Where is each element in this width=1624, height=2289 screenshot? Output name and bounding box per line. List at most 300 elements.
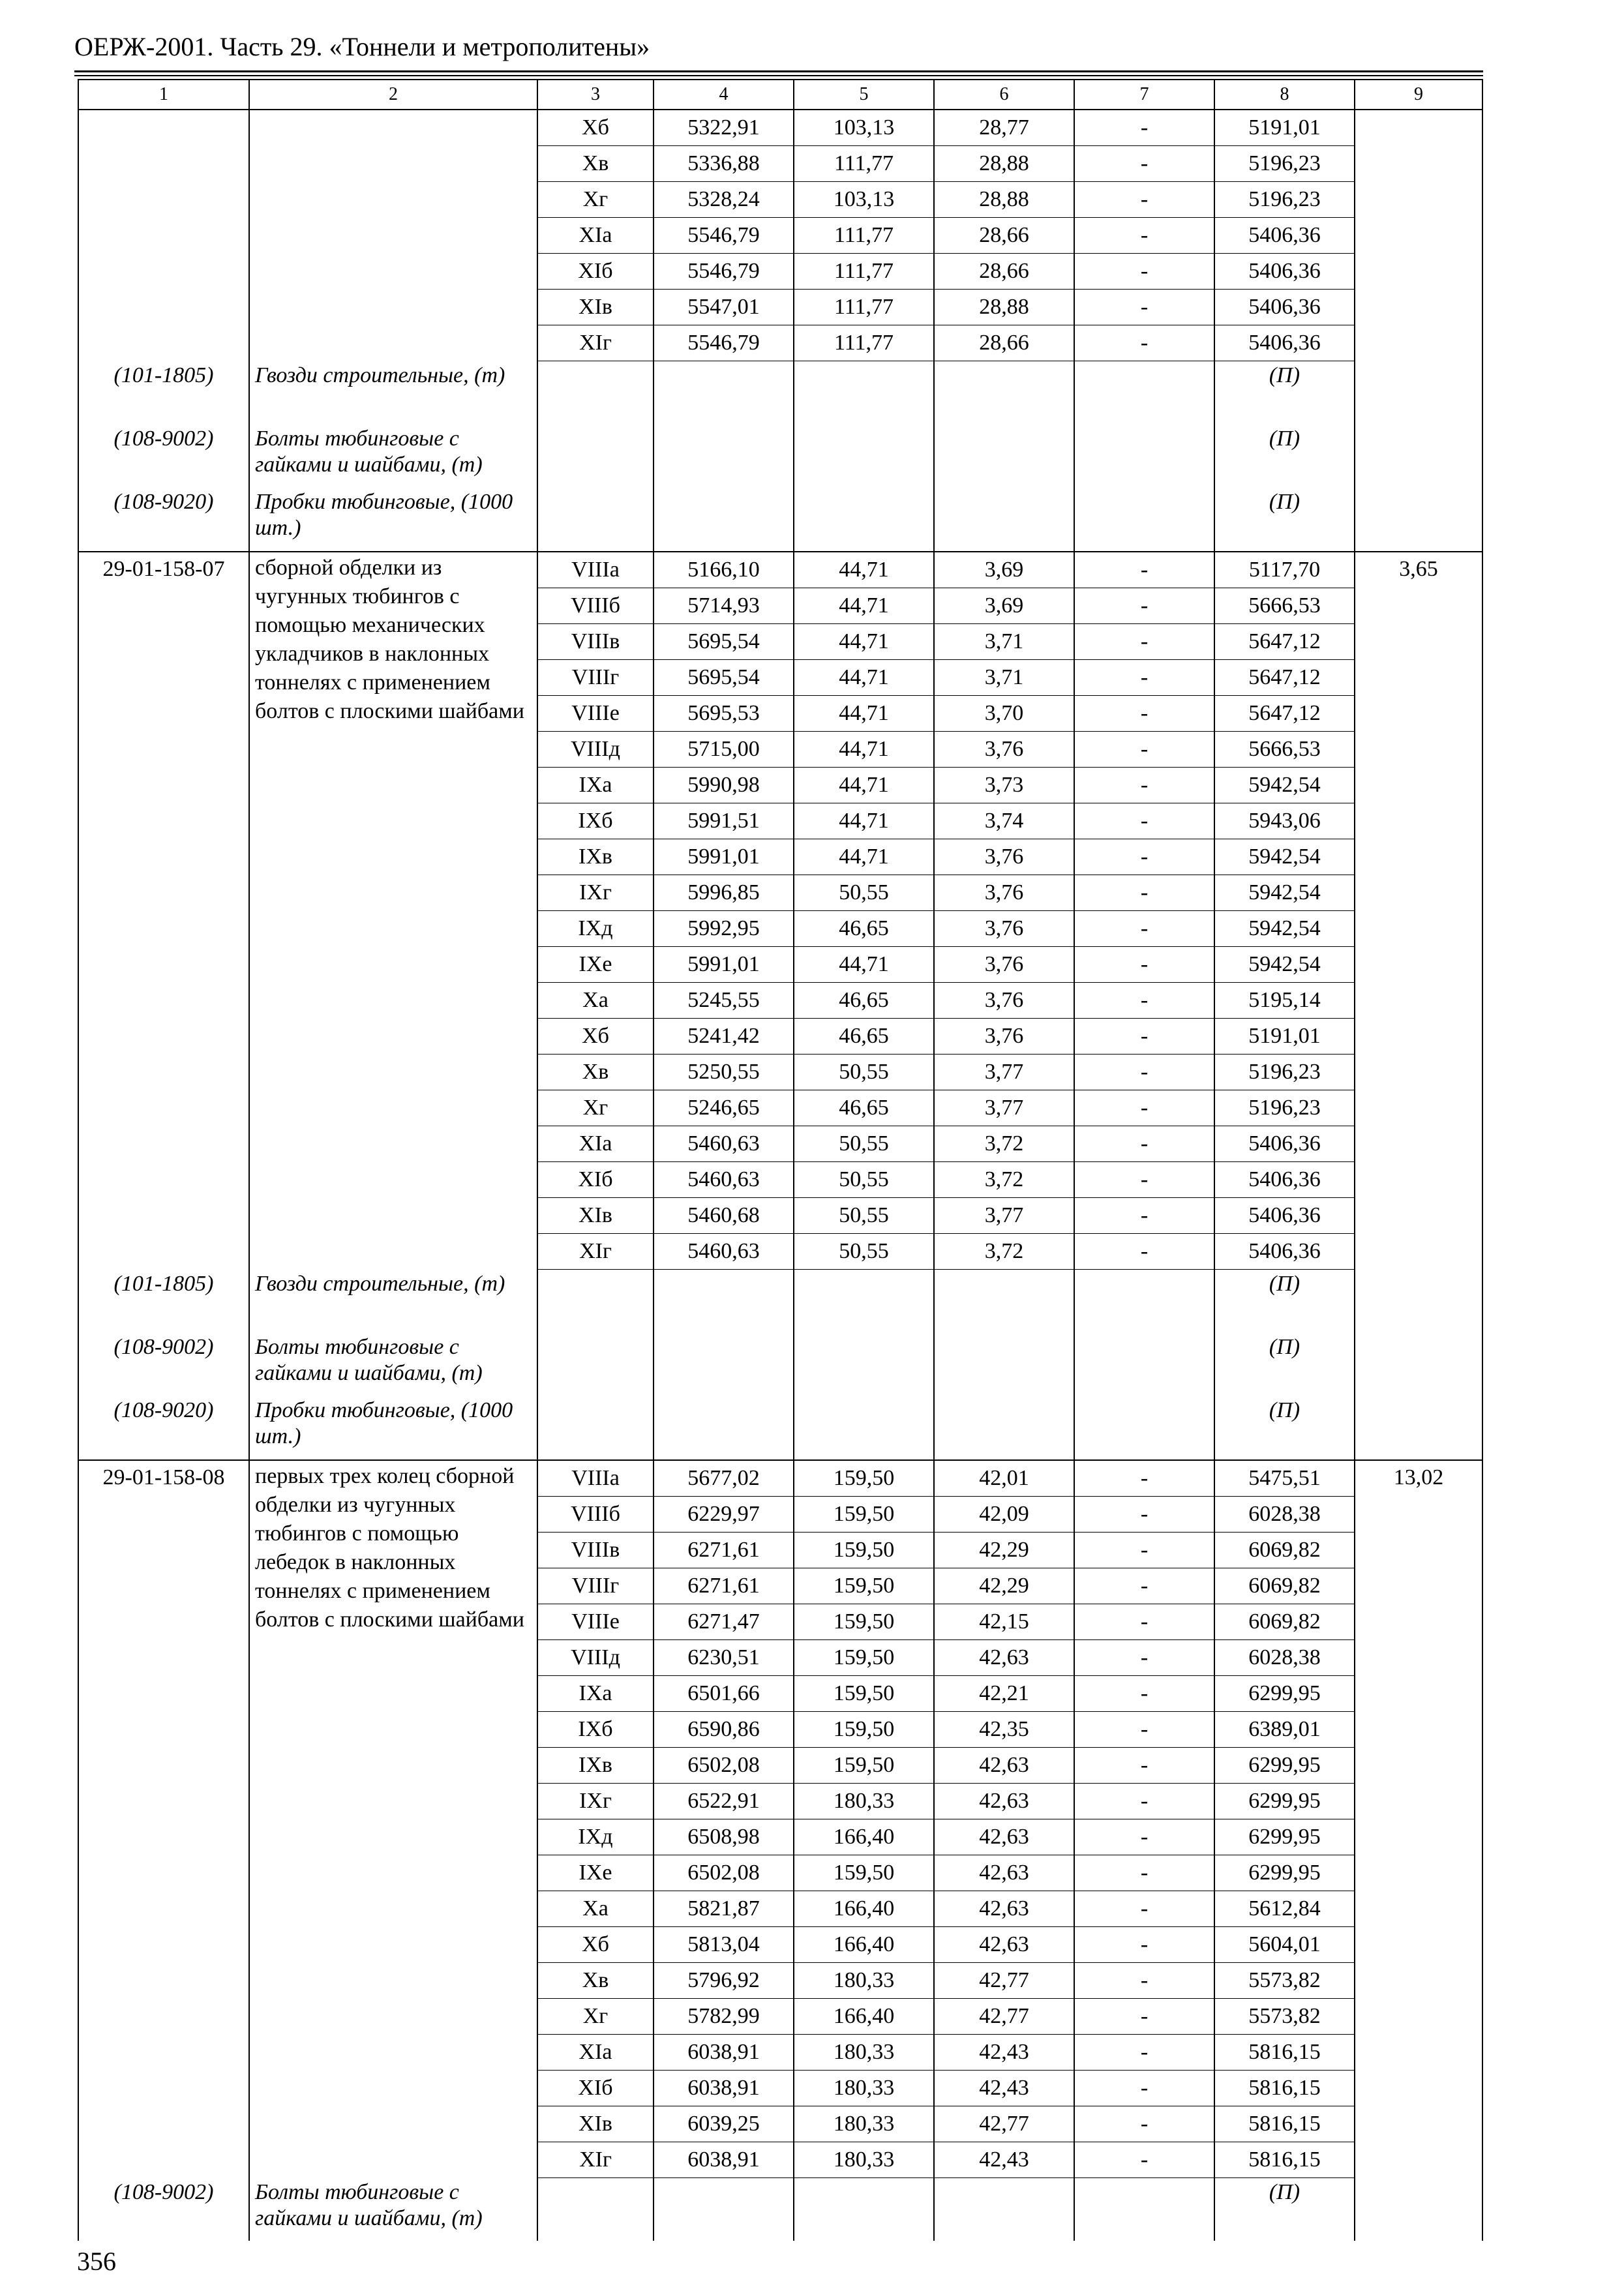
total-cost-cell: 5996,85	[654, 875, 794, 911]
zone-cell: VIIIб	[537, 1497, 654, 1533]
drivers-wages-cell: -	[1074, 911, 1214, 947]
wages-cell: 166,40	[794, 1891, 934, 1927]
zone-cell: Хг	[537, 182, 654, 218]
zone-cell: IХг	[537, 875, 654, 911]
wages-cell: 44,71	[794, 839, 934, 875]
empty-cell	[934, 1396, 1074, 1460]
zone-cell: VIIIв	[537, 1533, 654, 1568]
drivers-wages-cell: -	[1074, 1891, 1214, 1927]
zone-cell: VIIIе	[537, 696, 654, 732]
machines-cell: 42,77	[934, 1999, 1074, 2035]
empty-cell	[794, 488, 934, 552]
wages-cell: 159,50	[794, 1748, 934, 1784]
labor-cost: 3,65	[1355, 552, 1482, 1270]
drivers-wages-cell: -	[1074, 1604, 1214, 1640]
machines-cell: 3,77	[934, 1090, 1074, 1126]
zone-cell: Хб	[537, 110, 654, 146]
materials-cost-cell: 5117,70	[1214, 552, 1355, 588]
zone-cell: ХIа	[537, 218, 654, 254]
machines-cell: 3,69	[934, 588, 1074, 624]
wages-cell: 159,50	[794, 1568, 934, 1604]
machines-cell: 28,88	[934, 146, 1074, 182]
total-cost-cell: 5695,54	[654, 660, 794, 696]
wages-cell: 111,77	[794, 325, 934, 361]
wages-cell: 111,77	[794, 290, 934, 325]
wages-cell: 50,55	[794, 1198, 934, 1234]
zone-cell: IХг	[537, 1784, 654, 1819]
materials-cost-cell: 6299,95	[1214, 1855, 1355, 1891]
machines-cell: 42,77	[934, 2106, 1074, 2142]
materials-cost-cell: 5942,54	[1214, 839, 1355, 875]
material-name: Пробки тюбинговые, (1000 шт.)	[249, 1396, 537, 1460]
empty-cell	[794, 1396, 934, 1460]
drivers-wages-cell: -	[1074, 1460, 1214, 1497]
materials-cost-cell: 5406,36	[1214, 1198, 1355, 1234]
material-unit-note: (П)	[1214, 1333, 1355, 1396]
drivers-wages-cell: -	[1074, 624, 1214, 660]
total-cost-cell: 5991,51	[654, 803, 794, 839]
page-number: 356	[77, 2247, 116, 2276]
total-cost-cell: 5821,87	[654, 1891, 794, 1927]
materials-cost-cell: 5191,01	[1214, 1019, 1355, 1055]
drivers-wages-cell: -	[1074, 110, 1214, 146]
total-cost-cell: 5546,79	[654, 325, 794, 361]
drivers-wages-cell: -	[1074, 2035, 1214, 2071]
drivers-wages-cell: -	[1074, 588, 1214, 624]
empty-cell	[1355, 1333, 1482, 1396]
drivers-wages-cell: -	[1074, 254, 1214, 290]
total-cost-cell: 5695,54	[654, 624, 794, 660]
total-cost-cell: 5992,95	[654, 911, 794, 947]
zone-cell: VIIIа	[537, 1460, 654, 1497]
zone-cell: ХIг	[537, 2142, 654, 2178]
machines-cell: 3,77	[934, 1198, 1074, 1234]
total-cost-cell: 5322,91	[654, 110, 794, 146]
material-unit-note: (П)	[1214, 2178, 1355, 2241]
zone-cell: ХIв	[537, 290, 654, 325]
materials-cost-cell: 5406,36	[1214, 1162, 1355, 1198]
empty-cell	[1074, 1270, 1214, 1334]
material-row	[78, 2178, 1482, 2241]
empty-cell	[1355, 425, 1482, 488]
total-cost-cell: 5460,68	[654, 1198, 794, 1234]
empty-cell	[934, 1333, 1074, 1396]
total-cost-cell: 5991,01	[654, 947, 794, 983]
zone-cell: IХб	[537, 1712, 654, 1748]
machines-cell: 3,72	[934, 1126, 1074, 1162]
column-number: 5	[794, 80, 934, 110]
materials-cost-cell: 6028,38	[1214, 1640, 1355, 1676]
column-number: 1	[78, 80, 249, 110]
material-code: (108-9020)	[78, 1396, 249, 1460]
materials-cost-cell: 5942,54	[1214, 911, 1355, 947]
zone-cell: Ха	[537, 1891, 654, 1927]
materials-cost-cell: 5196,23	[1214, 182, 1355, 218]
zone-cell: IХв	[537, 1748, 654, 1784]
total-cost-cell: 5813,04	[654, 1927, 794, 1963]
material-code: (108-9020)	[78, 488, 249, 552]
zone-cell: ХIб	[537, 1162, 654, 1198]
total-cost-cell: 5715,00	[654, 732, 794, 768]
materials-cost-cell: 5573,82	[1214, 1999, 1355, 2035]
machines-cell: 3,73	[934, 768, 1074, 803]
material-row	[78, 488, 1482, 552]
machines-cell: 42,21	[934, 1676, 1074, 1712]
materials-cost-cell: 5647,12	[1214, 696, 1355, 732]
empty-cell	[934, 425, 1074, 488]
material-row	[78, 361, 1482, 425]
machines-cell: 3,76	[934, 839, 1074, 875]
zone-cell: VIIIд	[537, 732, 654, 768]
drivers-wages-cell: -	[1074, 660, 1214, 696]
material-name: Болты тюбинговые с гайками и шайбами, (т)	[249, 2178, 537, 2241]
drivers-wages-cell: -	[1074, 1963, 1214, 1999]
total-cost-cell: 6522,91	[654, 1784, 794, 1819]
zone-cell: IХа	[537, 768, 654, 803]
total-cost-cell: 5695,53	[654, 696, 794, 732]
empty-cell	[537, 1270, 654, 1334]
wages-cell: 44,71	[794, 588, 934, 624]
drivers-wages-cell: -	[1074, 875, 1214, 911]
total-cost-cell: 6039,25	[654, 2106, 794, 2142]
wages-cell: 166,40	[794, 1927, 934, 1963]
machines-cell: 42,63	[934, 1891, 1074, 1927]
drivers-wages-cell: -	[1074, 1748, 1214, 1784]
machines-cell: 42,63	[934, 1640, 1074, 1676]
machines-cell: 28,88	[934, 290, 1074, 325]
machines-cell: 3,69	[934, 552, 1074, 588]
wages-cell: 159,50	[794, 1640, 934, 1676]
machines-cell: 42,63	[934, 1855, 1074, 1891]
drivers-wages-cell: -	[1074, 1640, 1214, 1676]
drivers-wages-cell: -	[1074, 2106, 1214, 2142]
machines-cell: 42,43	[934, 2071, 1074, 2106]
total-cost-cell: 5460,63	[654, 1234, 794, 1270]
zone-cell: IХб	[537, 803, 654, 839]
zone-cell: IХа	[537, 1676, 654, 1712]
wages-cell: 159,50	[794, 1460, 934, 1497]
materials-cost-cell: 5816,15	[1214, 2035, 1355, 2071]
zone-cell: Хв	[537, 146, 654, 182]
machines-cell: 3,76	[934, 983, 1074, 1019]
machines-cell: 28,66	[934, 254, 1074, 290]
total-cost-cell: 6501,66	[654, 1676, 794, 1712]
drivers-wages-cell: -	[1074, 1126, 1214, 1162]
zone-cell: IХд	[537, 911, 654, 947]
wages-cell: 44,71	[794, 624, 934, 660]
material-unit-note: (П)	[1214, 425, 1355, 488]
machines-cell: 3,71	[934, 660, 1074, 696]
total-cost-cell: 6038,91	[654, 2035, 794, 2071]
materials-cost-cell: 6028,38	[1214, 1497, 1355, 1533]
wages-cell: 50,55	[794, 1126, 934, 1162]
drivers-wages-cell: -	[1074, 2142, 1214, 2178]
empty-cell	[1355, 1396, 1482, 1460]
drivers-wages-cell: -	[1074, 839, 1214, 875]
material-unit-note: (П)	[1214, 1396, 1355, 1460]
empty-cell	[537, 425, 654, 488]
material-name: Болты тюбинговые с гайками и шайбами, (т)	[249, 425, 537, 488]
materials-cost-cell: 5612,84	[1214, 1891, 1355, 1927]
drivers-wages-cell: -	[1074, 290, 1214, 325]
wages-cell: 159,50	[794, 1533, 934, 1568]
column-number: 9	[1355, 80, 1482, 110]
column-number: 6	[934, 80, 1074, 110]
empty-cell	[654, 1270, 794, 1334]
total-cost-cell: 6038,91	[654, 2071, 794, 2106]
machines-cell: 28,77	[934, 110, 1074, 146]
empty-cell	[1074, 2178, 1214, 2241]
total-cost-cell: 6502,08	[654, 1855, 794, 1891]
material-unit-note: (П)	[1214, 361, 1355, 425]
materials-cost-cell: 5191,01	[1214, 110, 1355, 146]
empty-cell	[1074, 488, 1214, 552]
wages-cell: 159,50	[794, 1855, 934, 1891]
wages-cell: 46,65	[794, 911, 934, 947]
material-code: (108-9002)	[78, 1333, 249, 1396]
zone-cell: VIIIб	[537, 588, 654, 624]
drivers-wages-cell: -	[1074, 1198, 1214, 1234]
drivers-wages-cell: -	[1074, 1819, 1214, 1855]
zone-cell: ХIб	[537, 254, 654, 290]
material-name: Гвозди строительные, (т)	[249, 1270, 537, 1334]
rate-code: 29-01-158-07	[78, 552, 249, 1270]
total-cost-cell: 5460,63	[654, 1162, 794, 1198]
column-number-row	[78, 80, 1482, 110]
column-number: 8	[1214, 80, 1355, 110]
wages-cell: 159,50	[794, 1676, 934, 1712]
column-number: 7	[1074, 80, 1214, 110]
zone-cell: VIIIа	[537, 552, 654, 588]
wages-cell: 103,13	[794, 110, 934, 146]
empty-cell	[654, 425, 794, 488]
wages-cell: 180,33	[794, 2142, 934, 2178]
total-cost-cell: 6229,97	[654, 1497, 794, 1533]
machines-cell: 42,63	[934, 1784, 1074, 1819]
rate-description: первых трех колец сборной обделки из чугунных тюбингов с помощью лебедок в наклонных тоннелях с применением болтов с плоскими шайбами	[249, 1460, 537, 2178]
machines-cell: 3,72	[934, 1162, 1074, 1198]
drivers-wages-cell: -	[1074, 325, 1214, 361]
machines-cell: 42,29	[934, 1568, 1074, 1604]
material-row	[78, 1396, 1482, 1460]
total-cost-cell: 5245,55	[654, 983, 794, 1019]
machines-cell: 42,77	[934, 1963, 1074, 1999]
drivers-wages-cell: -	[1074, 732, 1214, 768]
drivers-wages-cell: -	[1074, 2071, 1214, 2106]
wages-cell: 44,71	[794, 660, 934, 696]
materials-cost-cell: 6069,82	[1214, 1568, 1355, 1604]
drivers-wages-cell: -	[1074, 1999, 1214, 2035]
materials-cost-cell: 5406,36	[1214, 254, 1355, 290]
empty-cell	[78, 110, 249, 361]
machines-cell: 42,43	[934, 2142, 1074, 2178]
materials-cost-cell: 5406,36	[1214, 218, 1355, 254]
wages-cell: 44,71	[794, 552, 934, 588]
machines-cell: 3,76	[934, 1019, 1074, 1055]
zone-cell: Хг	[537, 1090, 654, 1126]
zone-cell: Ха	[537, 983, 654, 1019]
zone-cell: ХIб	[537, 2071, 654, 2106]
zone-cell: Хв	[537, 1055, 654, 1090]
materials-cost-cell: 5816,15	[1214, 2106, 1355, 2142]
zone-cell: VIIIг	[537, 660, 654, 696]
material-name: Гвозди строительные, (т)	[249, 361, 537, 425]
materials-cost-cell: 5406,36	[1214, 1126, 1355, 1162]
materials-cost-cell: 5816,15	[1214, 2071, 1355, 2106]
empty-cell	[794, 361, 934, 425]
total-cost-cell: 6508,98	[654, 1819, 794, 1855]
drivers-wages-cell: -	[1074, 182, 1214, 218]
empty-cell	[1355, 2178, 1482, 2241]
total-cost-cell: 5546,79	[654, 218, 794, 254]
total-cost-cell: 5796,92	[654, 1963, 794, 1999]
drivers-wages-cell: -	[1074, 768, 1214, 803]
rates-table	[78, 79, 1483, 2241]
drivers-wages-cell: -	[1074, 947, 1214, 983]
zone-cell: Хг	[537, 1999, 654, 2035]
zone-cell: IХв	[537, 839, 654, 875]
total-cost-cell: 6502,08	[654, 1748, 794, 1784]
material-row	[78, 1333, 1482, 1396]
materials-cost-cell: 5647,12	[1214, 660, 1355, 696]
materials-cost-cell: 5647,12	[1214, 624, 1355, 660]
materials-cost-cell: 6299,95	[1214, 1676, 1355, 1712]
wages-cell: 44,71	[794, 768, 934, 803]
materials-cost-cell: 6069,82	[1214, 1533, 1355, 1568]
total-cost-cell: 5328,24	[654, 182, 794, 218]
total-cost-cell: 5166,10	[654, 552, 794, 588]
zone-cell: VIIIг	[537, 1568, 654, 1604]
total-cost-cell: 5991,01	[654, 839, 794, 875]
machines-cell: 42,09	[934, 1497, 1074, 1533]
drivers-wages-cell: -	[1074, 1162, 1214, 1198]
drivers-wages-cell: -	[1074, 1055, 1214, 1090]
wages-cell: 166,40	[794, 1819, 934, 1855]
zone-cell: IХе	[537, 947, 654, 983]
drivers-wages-cell: -	[1074, 1497, 1214, 1533]
material-unit-note: (П)	[1214, 488, 1355, 552]
empty-cell	[1355, 110, 1482, 361]
zone-cell: VIIIд	[537, 1640, 654, 1676]
materials-cost-cell: 5943,06	[1214, 803, 1355, 839]
wages-cell: 159,50	[794, 1604, 934, 1640]
material-code: (101-1805)	[78, 361, 249, 425]
header-rule-thin	[74, 75, 1483, 76]
empty-cell	[934, 361, 1074, 425]
total-cost-cell: 6590,86	[654, 1712, 794, 1748]
wages-cell: 111,77	[794, 218, 934, 254]
drivers-wages-cell: -	[1074, 1234, 1214, 1270]
machines-cell: 3,77	[934, 1055, 1074, 1090]
wages-cell: 103,13	[794, 182, 934, 218]
materials-cost-cell: 5604,01	[1214, 1927, 1355, 1963]
drivers-wages-cell: -	[1074, 696, 1214, 732]
machines-cell: 42,63	[934, 1927, 1074, 1963]
rate-description: сборной обделки из чугунных тюбингов с помощью механических укладчиков в наклонных тоннелях с применением болтов с плоскими шайбами	[249, 552, 537, 1270]
wages-cell: 50,55	[794, 875, 934, 911]
drivers-wages-cell: -	[1074, 1712, 1214, 1748]
machines-cell: 3,71	[934, 624, 1074, 660]
machines-cell: 3,76	[934, 732, 1074, 768]
empty-cell	[537, 1396, 654, 1460]
total-cost-cell: 5990,98	[654, 768, 794, 803]
zone-cell: ХIг	[537, 325, 654, 361]
machines-cell: 42,43	[934, 2035, 1074, 2071]
zone-cell: IХд	[537, 1819, 654, 1855]
total-cost-cell: 5460,63	[654, 1126, 794, 1162]
zone-cell: IХе	[537, 1855, 654, 1891]
materials-cost-cell: 5816,15	[1214, 2142, 1355, 2178]
wages-cell: 44,71	[794, 732, 934, 768]
zone-cell: ХIа	[537, 2035, 654, 2071]
total-cost-cell: 5241,42	[654, 1019, 794, 1055]
drivers-wages-cell: -	[1074, 1927, 1214, 1963]
total-cost-cell: 6271,47	[654, 1604, 794, 1640]
machines-cell: 3,72	[934, 1234, 1074, 1270]
materials-cost-cell: 6069,82	[1214, 1604, 1355, 1640]
machines-cell: 28,88	[934, 182, 1074, 218]
total-cost-cell: 6038,91	[654, 2142, 794, 2178]
machines-cell: 28,66	[934, 218, 1074, 254]
drivers-wages-cell: -	[1074, 1090, 1214, 1126]
empty-cell	[794, 425, 934, 488]
header-rule	[74, 70, 1483, 72]
material-code: (101-1805)	[78, 1270, 249, 1334]
column-number: 3	[537, 80, 654, 110]
drivers-wages-cell: -	[1074, 218, 1214, 254]
wages-cell: 46,65	[794, 983, 934, 1019]
zone-cell: VIIIе	[537, 1604, 654, 1640]
material-name: Пробки тюбинговые, (1000 шт.)	[249, 488, 537, 552]
wages-cell: 46,65	[794, 1019, 934, 1055]
materials-cost-cell: 5195,14	[1214, 983, 1355, 1019]
zone-cell: Хв	[537, 1963, 654, 1999]
page-title: ОЕРЖ-2001. Часть 29. «Тоннели и метрополитены»	[74, 32, 650, 61]
drivers-wages-cell: -	[1074, 1855, 1214, 1891]
machines-cell: 42,29	[934, 1533, 1074, 1568]
wages-cell: 111,77	[794, 254, 934, 290]
total-cost-cell: 5336,88	[654, 146, 794, 182]
drivers-wages-cell: -	[1074, 983, 1214, 1019]
machines-cell: 3,76	[934, 875, 1074, 911]
column-number: 2	[249, 80, 537, 110]
zone-cell: Хб	[537, 1927, 654, 1963]
empty-cell	[654, 1396, 794, 1460]
total-cost-cell: 5677,02	[654, 1460, 794, 1497]
empty-cell	[654, 2178, 794, 2241]
empty-cell	[934, 1270, 1074, 1334]
materials-cost-cell: 6389,01	[1214, 1712, 1355, 1748]
machines-cell: 42,63	[934, 1748, 1074, 1784]
materials-cost-cell: 5406,36	[1214, 290, 1355, 325]
column-number: 4	[654, 80, 794, 110]
empty-cell	[537, 488, 654, 552]
table-row	[78, 552, 1482, 588]
machines-cell: 42,01	[934, 1460, 1074, 1497]
empty-cell	[654, 488, 794, 552]
rate-code: 29-01-158-08	[78, 1460, 249, 2178]
wages-cell: 180,33	[794, 2106, 934, 2142]
machines-cell: 42,15	[934, 1604, 1074, 1640]
materials-cost-cell: 5666,53	[1214, 732, 1355, 768]
empty-cell	[1074, 1396, 1214, 1460]
materials-cost-cell: 6299,95	[1214, 1784, 1355, 1819]
empty-cell	[934, 2178, 1074, 2241]
total-cost-cell: 6271,61	[654, 1533, 794, 1568]
wages-cell: 44,71	[794, 696, 934, 732]
machines-cell: 3,76	[934, 947, 1074, 983]
material-row	[78, 425, 1482, 488]
